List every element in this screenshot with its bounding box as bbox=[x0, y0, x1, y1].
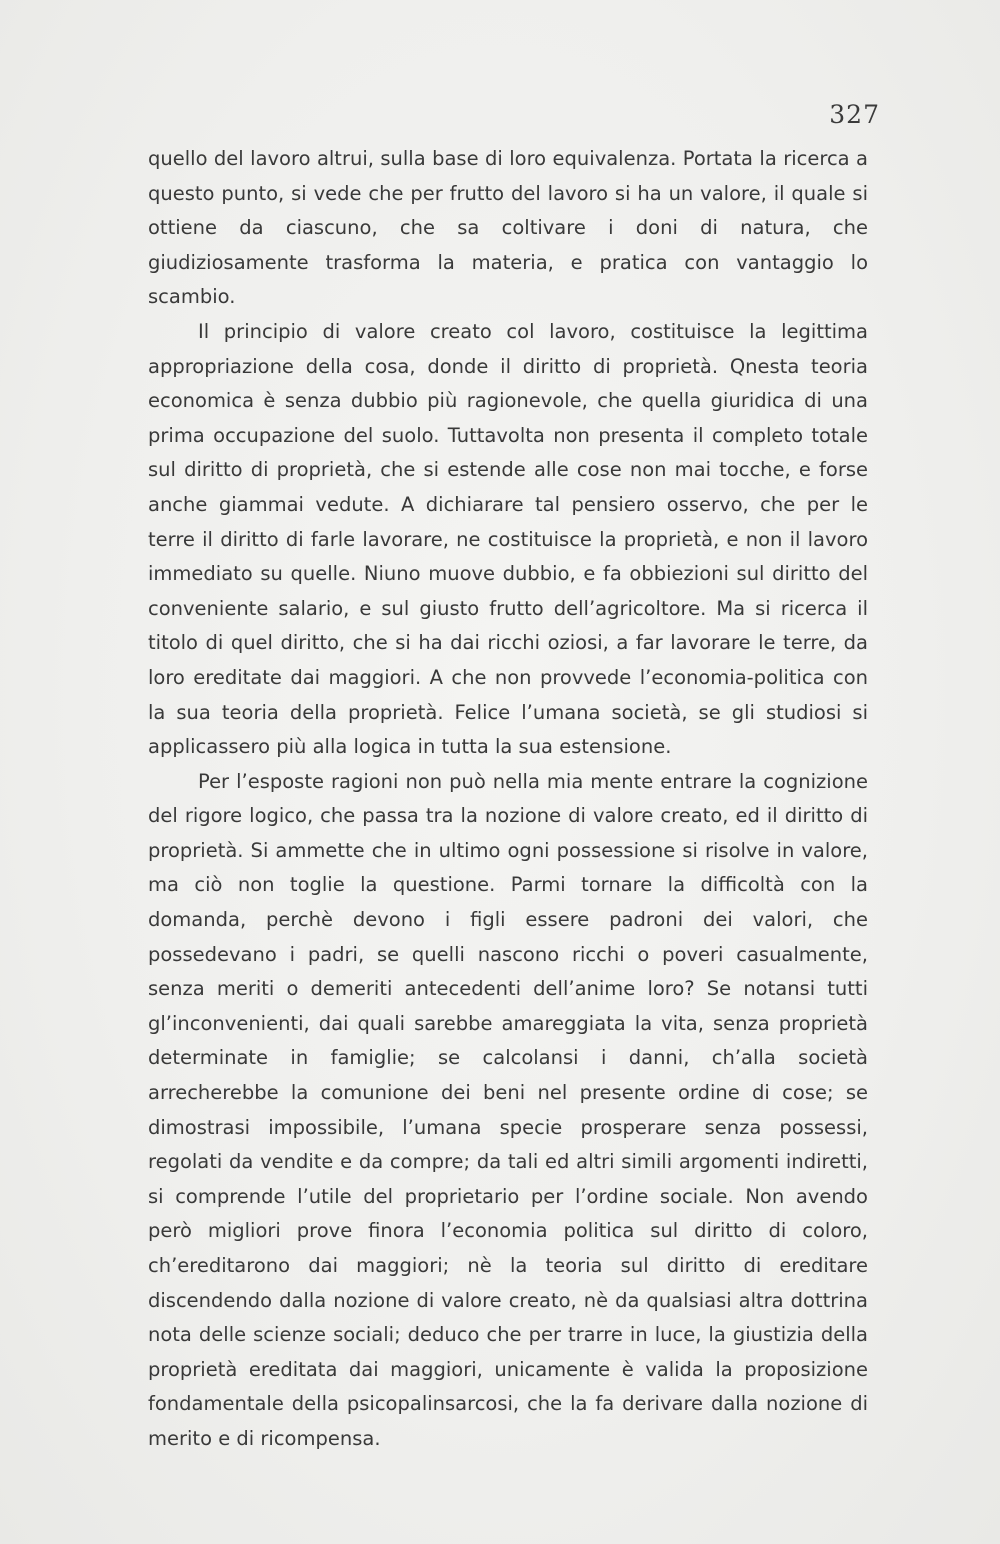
body-text bbox=[148, 142, 868, 1457]
paragraph: quello del lavoro altrui, sulla base di loro equivalenza. Portata la ricerca a questo punto, si vede che per frutto del lavoro si ha un valore, il quale si ottiene da ciascuno, che sa coltivare i doni di natura, che giudiziosamente trasforma la materia, e pratica con vantaggio lo scambio. bbox=[148, 147, 868, 309]
page-number: 327 bbox=[829, 100, 880, 129]
paragraph: Per l’esposte ragioni non può nella mia mente entrare la cognizione del rigore logico, che passa tra la nozione di valore creato, ed il diritto di proprietà. Si ammette che in ultimo ogni possessione si risolve in valore, ma ciò non toglie la questione. Parmi tornare la difficoltà con la domanda, perchè devono i figli essere padroni dei valori, che possedevano i padri, se quelli nascono ricchi o poveri casualmente, senza meriti o demeriti antecedenti dell’anime loro? Se notansi tutti gl’inconvenienti, dai quali sarebbe amareggiata la vita, senza proprietà determinate in famiglie; se calcolansi i danni, ch’alla società arrecherebbe la comunione dei beni nel presente ordine di cose; se dimostrasi impossibile, l’umana specie prosperare senza possessi, regolati da vendite e da compre; da tali ed altri simili argomenti indiretti, si comprende l’utile del proprietario per l’ordine sociale. Non avendo però migliori prove finora l’economia politica sul diritto di coloro, ch’ereditarono dai maggiori; nè la teoria sul diritto di ereditare discendendo dalla nozione di valore creato, nè da qualsiasi altra dottrina nota delle scienze sociali; deduco che per trarre in luce, la giustizia della proprietà ereditata dai maggiori, unicamente è valida la proposizione fondamentale della psicopalinsarcosi, che la fa derivare dalla nozione di merito e di ricompensa. bbox=[148, 769, 868, 1450]
paragraph: Il principio di valore creato col lavoro, costituisce la legittima appropriazione della cosa, donde il diritto di proprietà. Qnesta teoria economica è senza dubbio più ragionevole, che quella giuridica di una prima occupazione del suolo. Tuttavolta non presenta il completo totale sul diritto di proprietà, che si estende alle cose non mai tocche, e forse anche giammai vedute. A dichiarare tal pensiero osservo, che per le terre il diritto di farle lavorare, ne costituisce la proprietà, e non il lavoro immediato su quelle. Niuno muove dubbio, e fa obbiezioni sul diritto del conveniente salario, e sul giusto frutto dell’agricoltore. Ma si ricerca il titolo di quel diritto, che si ha dai ricchi oziosi, a far lavorare le terre, da loro ereditate dai maggiori. A che non provvede l’economia-politica con la sua teoria della proprietà. Felice l’umana società, se gli studiosi si applicassero più alla logica in tutta la sua estensione. bbox=[148, 319, 868, 759]
